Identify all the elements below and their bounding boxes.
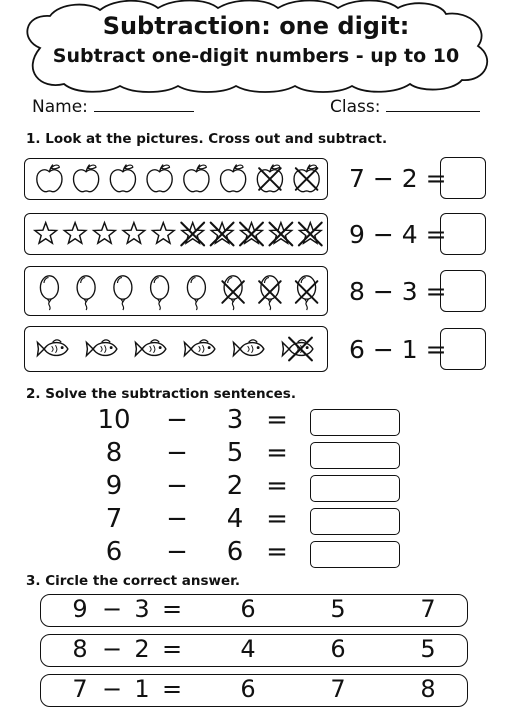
- sentence-4-eq: =: [266, 504, 288, 534]
- sentence-4-b: 4: [226, 504, 244, 534]
- answer-row-3-option-3[interactable]: 8: [420, 675, 436, 703]
- picture-row-apples: [24, 158, 328, 200]
- answer-row-1-option-2[interactable]: 5: [330, 595, 346, 623]
- sentence-2-answer-box[interactable]: [310, 442, 400, 469]
- sentence-4-op: −: [166, 504, 188, 534]
- answer-row-2-op: −: [101, 635, 123, 663]
- sentence-3-op: −: [166, 471, 188, 501]
- apple-3-icon: [110, 165, 135, 192]
- fish-6-crossed-icon: [282, 338, 312, 361]
- answer-row-3-a: 7: [72, 675, 88, 703]
- answer-row-3-eq: =: [161, 675, 183, 703]
- answer-row-2-option-2[interactable]: 6: [330, 635, 346, 663]
- sentence-3-b: 2: [226, 471, 244, 501]
- balloon-2-icon: [77, 276, 95, 310]
- answer-row-1-eq: =: [161, 595, 183, 623]
- sentence-1-answer-box[interactable]: [310, 409, 400, 436]
- balloon-picture-strip: [31, 268, 327, 314]
- star-7-crossed-icon: [211, 223, 234, 246]
- answer-box-2[interactable]: [440, 213, 486, 255]
- section-1-instruction: 1. Look at the pictures. Cross out and subtract.: [26, 131, 388, 147]
- star-6-crossed-icon: [181, 223, 204, 246]
- picture-row-stars: [24, 213, 328, 255]
- name-label: Name:: [32, 97, 88, 117]
- fish-3-icon: [135, 340, 165, 356]
- answer-row-1-a: 9: [72, 595, 88, 623]
- answer-row-1-option-1[interactable]: 6: [240, 595, 256, 623]
- apple-1-icon: [37, 165, 62, 192]
- sentence-5-a: 6: [105, 537, 123, 567]
- sentence-2-a: 8: [105, 438, 123, 468]
- answer-row-2-option-3[interactable]: 5: [420, 635, 436, 663]
- fish-picture-strip: [31, 329, 327, 369]
- picture-equation-1: 7 − 2 =: [349, 164, 447, 193]
- balloon-6-crossed-icon: [222, 276, 244, 310]
- answer-row-2-b: 2: [134, 635, 150, 663]
- sentence-1-op: −: [166, 405, 188, 435]
- answer-row-3-option-1[interactable]: 6: [240, 675, 256, 703]
- picture-equation-2: 9 − 4 =: [349, 220, 447, 249]
- name-blank-line[interactable]: [94, 98, 194, 112]
- apple-picture-strip: [31, 161, 327, 197]
- sentence-5-answer-box[interactable]: [310, 541, 400, 568]
- sentence-1-eq: =: [266, 405, 288, 435]
- answer-row-1-op: −: [101, 595, 123, 623]
- sentence-3-answer-box[interactable]: [310, 475, 400, 502]
- sentence-3-eq: =: [266, 471, 288, 501]
- worksheet-title: Subtraction: one digit:: [102, 12, 410, 40]
- answer-row-3-op: −: [101, 675, 123, 703]
- balloon-8-crossed-icon: [296, 276, 318, 310]
- sentence-2-b: 5: [226, 438, 244, 468]
- answer-box-1[interactable]: [440, 157, 486, 199]
- answer-row-3-b: 1: [134, 675, 150, 703]
- fish-5-icon: [233, 340, 263, 356]
- class-blank-line[interactable]: [386, 98, 480, 112]
- star-9-crossed-icon: [270, 223, 293, 246]
- answer-row-3-option-2[interactable]: 7: [330, 675, 346, 703]
- star-1-icon: [35, 223, 57, 244]
- star-5-icon: [152, 223, 174, 244]
- fish-4-icon: [184, 340, 214, 356]
- answer-box-4[interactable]: [440, 328, 486, 370]
- balloon-3-icon: [114, 276, 132, 310]
- apple-8-crossed-icon: [294, 165, 319, 192]
- section-2-instruction: 2. Solve the subtraction sentences.: [26, 386, 296, 402]
- apple-4-icon: [147, 165, 172, 192]
- star-8-crossed-icon: [240, 223, 263, 246]
- sentence-1-b: 3: [226, 405, 244, 435]
- sentence-5-op: −: [166, 537, 188, 567]
- picture-equation-3: 8 − 3 =: [349, 277, 447, 306]
- balloon-5-icon: [187, 276, 205, 310]
- worksheet-subtitle: Subtract one-digit numbers - up to 10: [52, 45, 460, 67]
- balloon-1-icon: [40, 276, 58, 310]
- fish-2-icon: [86, 340, 116, 356]
- answer-box-3[interactable]: [440, 270, 486, 312]
- apple-6-icon: [221, 165, 246, 192]
- star-4-icon: [123, 223, 145, 244]
- sentence-4-a: 7: [105, 504, 123, 534]
- sentence-5-eq: =: [266, 537, 288, 567]
- section-3-instruction: 3. Circle the correct answer.: [26, 573, 240, 589]
- class-field[interactable]: [330, 97, 480, 117]
- name-field[interactable]: [32, 97, 194, 117]
- answer-row-2-option-1[interactable]: 4: [240, 635, 256, 663]
- picture-row-balloons: [24, 266, 328, 316]
- sentence-5-b: 6: [226, 537, 244, 567]
- sentence-3-a: 9: [105, 471, 123, 501]
- fish-1-icon: [37, 340, 67, 356]
- star-10-crossed-icon: [299, 223, 322, 246]
- star-picture-strip: [31, 216, 327, 252]
- picture-row-fish: [24, 326, 328, 372]
- apple-2-icon: [74, 165, 99, 192]
- answer-row-2-a: 8: [72, 635, 88, 663]
- apple-5-icon: [184, 165, 209, 192]
- balloon-4-icon: [151, 276, 169, 310]
- answer-row-1-option-3[interactable]: 7: [420, 595, 436, 623]
- answer-row-1-b: 3: [134, 595, 150, 623]
- answer-row-2-eq: =: [161, 635, 183, 663]
- sentence-2-eq: =: [266, 438, 288, 468]
- balloon-7-crossed-icon: [259, 276, 281, 310]
- sentence-2-op: −: [166, 438, 188, 468]
- class-label: Class:: [330, 97, 381, 117]
- sentence-1-a: 10: [97, 405, 131, 435]
- star-3-icon: [94, 223, 116, 244]
- picture-equation-4: 6 − 1 =: [349, 335, 447, 364]
- apple-7-crossed-icon: [257, 165, 282, 192]
- sentence-4-answer-box[interactable]: [310, 508, 400, 535]
- star-2-icon: [64, 223, 86, 244]
